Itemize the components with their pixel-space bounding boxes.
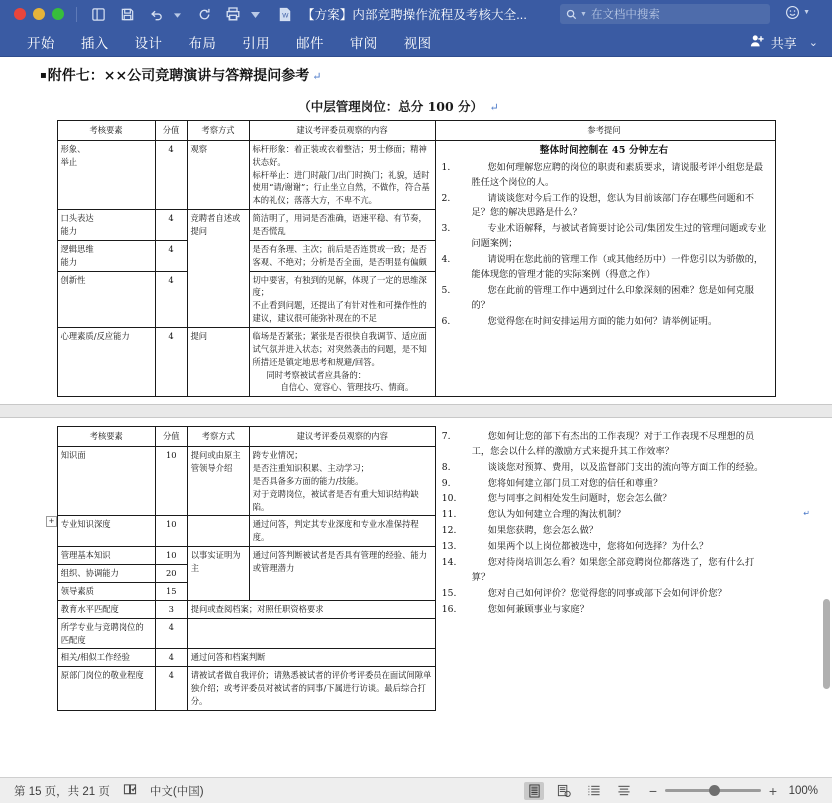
cell-observation: 通过问答判断被试者是否具有管理的经验、能力或管理潜力: [249, 547, 435, 601]
share-label: 共享: [770, 35, 797, 51]
cell-score: 4: [155, 210, 187, 241]
observe-line: 标杆形象：着正装或衣着整洁；男士修面；精神状态好。: [252, 143, 427, 167]
question-text: 您对待岗培训怎么看？如果您全部竞聘岗位都落选了，您有什么打算？: [471, 557, 755, 583]
cell-observation: 是否有条理、主次；前后是否连贯或一致；是否客观、不绝对；分析是否全面，是否明显有偏颇: [249, 240, 435, 271]
tab-design[interactable]: 设计: [134, 36, 163, 51]
question-number: 13.: [441, 541, 457, 553]
tab-references[interactable]: 引用: [242, 36, 271, 51]
document-page: [0, 57, 832, 777]
scrollbar-thumb[interactable]: [823, 599, 830, 689]
questions-list: [442, 430, 768, 618]
list-item: [442, 284, 767, 314]
close-window-button[interactable]: [14, 8, 26, 20]
cell-score: 4: [155, 667, 187, 711]
cell-method: 观察: [187, 140, 249, 209]
list-item: [442, 524, 768, 539]
observe-line: 同时考察被试者应具备的：: [266, 369, 367, 380]
add-person-icon: [750, 34, 765, 51]
question-text: 您在此前的管理工作中遇到过什么印象深刻的困难？您是如何克服的？: [471, 284, 754, 311]
search-placeholder-text: 在文档中搜索: [590, 9, 660, 21]
cell-score: 3: [155, 600, 187, 618]
zoom-out-button[interactable]: −: [648, 782, 658, 799]
cell-element: 形象、 举止: [57, 140, 155, 209]
cell-element: 逻辑思维 能力: [57, 240, 155, 271]
tab-home[interactable]: 开始: [27, 36, 55, 51]
save-icon[interactable]: [116, 3, 138, 25]
cell-element: 心理素质/反应能力: [57, 328, 155, 397]
list-item: [442, 192, 767, 222]
document-title: 【方案】内部竞聘操作流程及考核大全...: [302, 8, 527, 22]
col-header-score: 分值: [155, 121, 187, 141]
col-header-observation: 建议考评委员观察的内容: [249, 427, 435, 447]
cell-method: [187, 516, 249, 547]
print-icon[interactable]: [222, 3, 244, 25]
list-item: [442, 161, 767, 191]
cell-element: 组织、协调能力: [57, 565, 155, 583]
table-caption-text: （中层管理岗位：总分 100 分）: [298, 99, 484, 114]
question-text: 您对自己如何评价？您觉得您的同事或部下会如何评价您？: [487, 587, 727, 599]
list-item: [442, 587, 768, 602]
cell-method: 请被试者做自我评价；请熟悉被试者的评价考评委员在面试间隙单独介绍；或考评委员对被试者的同事/下属进行访谈。最后综合打分。: [187, 667, 435, 711]
question-number: 16.: [441, 603, 457, 615]
question-text: 谈谈您对预算、费用，以及监督部门支出的流向等方面工作的经验。: [487, 461, 764, 473]
observe-line: 对于竞聘岗位，被试者是否有重大知识结构缺陷。: [252, 488, 419, 512]
status-left-group: [14, 783, 204, 799]
zoom-level-label[interactable]: 100%: [788, 784, 818, 797]
web-layout-view-button[interactable]: [554, 782, 574, 800]
outline-view-button[interactable]: [584, 782, 604, 800]
cell-score: 4: [155, 328, 187, 397]
status-bar: [0, 777, 832, 803]
ribbon-tab-bar: [0, 28, 832, 57]
cell-element: 口头表达 能力: [57, 210, 155, 241]
paragraph-mark-icon: ↵: [486, 101, 499, 114]
cell-observation: 通过问答，判定其专业深度和专业水准保持程度。: [249, 516, 435, 547]
share-button[interactable]: [750, 33, 818, 52]
table-header-row: [57, 427, 775, 447]
ribbon-collapse-chevron-icon[interactable]: ⌄: [808, 36, 818, 49]
col-header-questions: 参考提问: [435, 121, 775, 141]
title-bar: [0, 0, 832, 28]
assessment-table-lower: [57, 426, 776, 710]
col-header-score: 分值: [155, 427, 187, 447]
spellcheck-icon[interactable]: [123, 783, 137, 799]
question-text: 您觉得您在时间安排运用方面的能力如何？请举例证明。: [487, 315, 718, 327]
cell-method: [187, 618, 435, 649]
feedback-caret-icon[interactable]: ▼: [803, 9, 810, 16]
list-item: [442, 222, 767, 252]
cell-score: 4: [155, 140, 187, 209]
zoom-control[interactable]: [648, 783, 778, 799]
status-right-group: [524, 782, 818, 800]
document-canvas[interactable]: [0, 57, 832, 777]
page-indicator[interactable]: 第 15 页，共 21 页: [14, 785, 110, 798]
question-text: 专业术语解释，与被试者简要讨论公司/集团发生过的管理问题或专业问题案例；: [471, 223, 767, 250]
maximize-window-button[interactable]: [52, 8, 64, 20]
question-text: 您如何理解您应聘的岗位的职责和素质要求，请说服考评小组您是最胜任这个岗位的人。: [471, 161, 764, 188]
cell-score: 4: [155, 618, 187, 649]
question-number: 1.: [441, 161, 451, 173]
question-number: 9.: [441, 477, 451, 489]
page-break-separator: [0, 404, 832, 418]
cell-score: 4: [155, 271, 187, 327]
search-icon: [566, 9, 577, 20]
draft-view-button[interactable]: [614, 782, 634, 800]
paragraph-mark-icon: ↵: [312, 70, 322, 83]
list-item: [442, 477, 768, 492]
table-row: [57, 140, 775, 209]
question-number: 7.: [441, 430, 451, 442]
cell-score: 4: [155, 649, 187, 667]
question-number: 6.: [441, 315, 451, 327]
cell-element: 知识面: [57, 447, 155, 516]
cell-method: 提问或查阅档案；对照任职资格要求: [187, 600, 435, 618]
col-header-method: 考察方式: [187, 427, 249, 447]
table-header-row: [57, 121, 775, 141]
list-item: [442, 540, 768, 555]
col-header-element: 考核要素: [57, 427, 155, 447]
list-item: [442, 430, 768, 460]
observe-line: 不止看到问题，还提出了有针对性和可操作性的建议，建议很可能弥补现在的不足: [252, 300, 427, 324]
question-text: 您将如何建立部门员工对您的信任和尊重？: [487, 477, 663, 489]
observe-line: 是否注重知识积累、主动学习；: [252, 463, 369, 474]
zoom-slider-handle[interactable]: [709, 785, 720, 796]
list-item: [442, 461, 768, 476]
list-item: [442, 603, 768, 618]
question-number: 8.: [441, 461, 451, 473]
cell-observation: [249, 328, 435, 397]
cell-element: 管理基本知识: [57, 547, 155, 565]
heading-text: 附件七：××公司竞聘演讲与答辩提问参考: [47, 68, 310, 84]
cell-observation: [249, 140, 435, 209]
zoom-slider[interactable]: [665, 789, 761, 792]
observe-line: 标杆举止：进门时敲门/出门时换门；礼貌，适时使用“请/谢谢”；行止坐立自然，不做作，符合基本的礼仪；落落大方，不卑不亢。: [252, 169, 430, 206]
cell-element: 教育水平匹配度: [57, 600, 155, 618]
document-icon: [274, 3, 296, 25]
minimize-window-button[interactable]: [33, 8, 45, 20]
question-number: 5.: [441, 284, 451, 296]
cell-method: 以事实证明为主: [187, 547, 249, 601]
question-text: 请谈谈您对今后工作的设想，您认为目前该部门存在哪些问题和不足？您的解决思路是什么？: [471, 192, 754, 219]
redo-icon[interactable]: [193, 3, 215, 25]
question-number: 11.: [441, 509, 457, 521]
feedback-smiley-icon[interactable]: [785, 5, 810, 20]
cell-score: 10: [155, 516, 187, 547]
cell-method: 提问或由原主管领导介绍: [187, 447, 249, 516]
cell-observation: [249, 271, 435, 327]
toolbar-divider: [76, 7, 77, 22]
question-number: 3.: [441, 223, 451, 235]
search-options-caret-icon[interactable]: ▼: [580, 10, 587, 18]
cell-method: 竞聘者自述或提问: [187, 210, 249, 328]
cell-score: 15: [155, 582, 187, 600]
cell-element: 专业知识深度: [57, 516, 155, 547]
cell-questions: [435, 427, 775, 710]
question-number: 4.: [441, 254, 451, 266]
undo-icon[interactable]: [145, 3, 167, 25]
cell-element: 创新性: [57, 271, 155, 327]
question-number: 10.: [441, 493, 457, 505]
tab-view[interactable]: 视图: [403, 36, 432, 51]
cell-score: 20: [155, 565, 187, 583]
observe-line: 临场是否紧张；紧张是否很快自我调节、适应面试气氛并进入状态；对突然袭击的问题，是不知所措还是镇定地思考和规避/回答。: [252, 331, 427, 367]
question-number: 12.: [441, 525, 457, 537]
cell-element: 所学专业与竞聘岗位的匹配度: [57, 618, 155, 649]
language-indicator[interactable]: 中文(中国): [149, 785, 204, 798]
assessment-table-upper: [57, 120, 776, 397]
col-header-element: 考核要素: [57, 121, 155, 141]
undo-dropdown-caret-icon[interactable]: [174, 5, 186, 23]
page-title: [0, 57, 832, 85]
window-traffic-lights: [8, 8, 64, 20]
observe-line: 切中要害，有独到的见解，体现了一定的思维深度；: [252, 274, 427, 298]
cell-method: 通过问答和档案判断: [187, 649, 435, 667]
tab-insert[interactable]: 插入: [80, 36, 109, 51]
observe-line: 自信心、宽容心、管理技巧、情商。: [280, 382, 414, 393]
list-item: [442, 556, 768, 586]
paragraph-mark-icon: ↵: [803, 509, 810, 518]
cell-element: 领导素质: [57, 582, 155, 600]
question-text: 您如何兼顾事业与家庭？: [487, 603, 589, 615]
col-header-method: 考察方式: [187, 121, 249, 141]
table-move-handle[interactable]: +: [46, 516, 57, 527]
cell-score: 4: [155, 240, 187, 271]
question-text: 如果两个以上岗位都被选中，您将如何选择？为什么？: [487, 541, 709, 553]
col-header-observation: 建议考评委员观察的内容: [249, 121, 435, 141]
question-text: 如果您获聘，您会怎么做？: [487, 525, 598, 537]
questions-list: [442, 161, 767, 330]
question-number: 2.: [441, 192, 451, 204]
cell-element: 原部门岗位的敬业程度: [57, 667, 155, 711]
cell-observation: 简洁明了，用词是否准确，语速平稳、有节奏，是否慌乱: [249, 210, 435, 241]
observe-line: 跨专业情况；: [252, 450, 303, 461]
svg-text:W: W: [282, 11, 289, 19]
question-number: 14.: [441, 557, 457, 569]
question-text: 请说明在您此前的管理工作（或其他经历中）一件您引以为骄傲的，能体现您的管理才能的实际案例（得意之作）: [471, 254, 764, 281]
question-text: 您认为如何建立合理的淘汰机制？: [487, 509, 626, 521]
tab-layout[interactable]: 布局: [188, 36, 217, 51]
sidebar-toggle-icon[interactable]: [87, 3, 109, 25]
cell-element: 相关/相似工作经验: [57, 649, 155, 667]
print-layout-view-button[interactable]: [524, 782, 544, 800]
table-caption: [0, 85, 797, 120]
list-item: [442, 508, 768, 523]
cell-score: 10: [155, 547, 187, 565]
cell-observation: [249, 447, 435, 516]
list-item: [442, 492, 768, 507]
cell-method: 提问: [187, 328, 249, 397]
tab-mailings[interactable]: 邮件: [296, 36, 324, 51]
tab-review[interactable]: 审阅: [349, 36, 378, 51]
zoom-in-button[interactable]: +: [768, 782, 778, 799]
print-dropdown-caret-icon[interactable]: [251, 5, 263, 23]
questions-heading: 整体时间控制在 45 分钟左右: [539, 144, 669, 156]
cell-questions: [435, 140, 775, 396]
question-text: 您如何让您的部下有杰出的工作表现？对于工作表现不尽理想的员工，您会以什么样的激励方式来提升其工作效率？: [471, 430, 755, 457]
list-item: [442, 315, 767, 330]
cell-score: 10: [155, 447, 187, 516]
vertical-scrollbar[interactable]: [822, 59, 830, 775]
search-input[interactable]: [560, 4, 770, 24]
question-number: 15.: [441, 587, 457, 599]
list-item: [442, 253, 767, 283]
list-bullet-icon: ▪: [40, 70, 47, 81]
observe-line: 是否具备多方面的能力/技能。: [252, 475, 364, 486]
question-text: 您与同事之间相处发生问题时，您会怎么做？: [487, 493, 672, 505]
